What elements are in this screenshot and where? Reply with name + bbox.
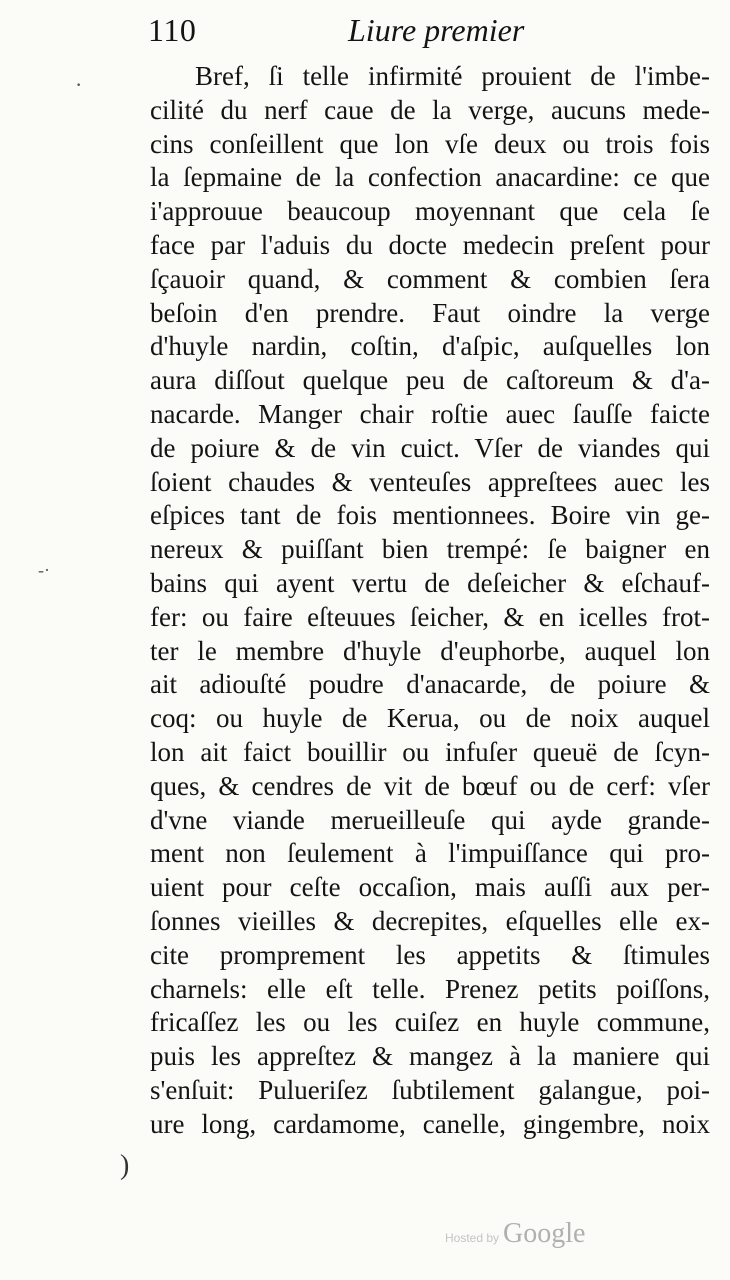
text-line: de poiure & de vin cuict. Vſer de viandes qui <box>150 432 710 463</box>
text-line: bains qui ayent vertu de deſeicher & eſchauf- <box>150 567 710 598</box>
text-line: eſpices tant de fois mentionnees. Boire vin ge- <box>150 500 710 531</box>
text-line: puis les appreſtez & mangez à la maniere qui <box>150 1041 710 1072</box>
text-line: charnels: elle eſt telle. Prenez petits poiſſons, <box>150 973 710 1004</box>
text-line: fer: ou faire eſteuues ſeicher, & en icelles frot- <box>150 601 710 632</box>
text-line: ſoient chaudes & venteuſes appreſtees auec les <box>150 466 710 497</box>
text-line: cite promprement les appetits & ſtimules <box>150 939 710 970</box>
running-head: Liure premier <box>348 12 525 48</box>
margin-mark: ) <box>120 1150 130 1181</box>
text-line: face par l'aduis du docte medecin preſent pour <box>150 229 710 260</box>
text-line: uient pour ceſte occaſion, mais auſſi aux per- <box>150 872 710 903</box>
margin-speck: · <box>75 72 83 97</box>
text-line: lon ait faict bouillir ou infuſer queuë de ſcyn- <box>150 736 710 767</box>
text-line: aura diſſout quelque peu de caſtoreum & d'a- <box>150 365 710 396</box>
text-line: i'approuue beaucoup moyennant que cela ſe <box>150 196 710 227</box>
text-line: beſoin d'en prendre. Faut oindre la verge <box>150 297 710 328</box>
text-line: fricaſſez les ou les cuiſez en huyle commune, <box>150 1007 710 1038</box>
text-line: nacarde. Manger chair roſtie auec ſauſſe faicte <box>150 398 710 429</box>
text-line: nereux & puiſſant bien trempé: ſe baigner en <box>150 534 710 565</box>
text-line: coq: ou huyle de Kerua, ou de noix auquel <box>150 703 710 734</box>
text-line: ment non ſeulement à l'impuiſſance qui pro- <box>150 838 710 869</box>
margin-speck: -· <box>38 560 50 580</box>
text-line: ait adiouſté poudre d'anacarde, de poiure & <box>150 669 710 700</box>
text-line: ſonnes vieilles & decrepites, eſquelles elle ex- <box>150 905 710 936</box>
text-line: cins conſeillent que lon vſe deux ou trois fois <box>150 128 710 159</box>
page-number: 110 <box>148 12 197 48</box>
text-line: d'vne viande merueilleuſe qui ayde grande- <box>150 804 710 835</box>
text-line: ſçauoir quand, & comment & combien ſera <box>150 263 710 294</box>
text-line: cilité du nerf caue de la verge, aucuns mede- <box>150 94 710 125</box>
text-line: Bref, ſi telle infirmité prouient de l'imbe- <box>195 61 710 91</box>
text-line: ter le membre d'huyle d'euphorbe, auquel lon <box>150 635 710 666</box>
google-watermark <box>445 1218 585 1250</box>
body-text <box>150 60 710 1142</box>
text-line: ure long, cardamome, canelle, gingembre, noix <box>150 1108 710 1139</box>
watermark-hosted-by: Hosted by <box>445 1231 500 1245</box>
text-line: s'enſuit: Pulueriſez ſubtilement galangue, poi- <box>150 1074 710 1105</box>
google-logo: Google <box>503 1218 586 1249</box>
page-header <box>148 12 568 56</box>
text-line: la ſepmaine de la confection anacardine: ce que <box>150 162 710 193</box>
text-line: ques, & cendres de vit de bœuf ou de cerf: vſer <box>150 770 710 801</box>
text-line: d'huyle nardin, coſtin, d'aſpic, auſquelles lon <box>150 331 710 362</box>
